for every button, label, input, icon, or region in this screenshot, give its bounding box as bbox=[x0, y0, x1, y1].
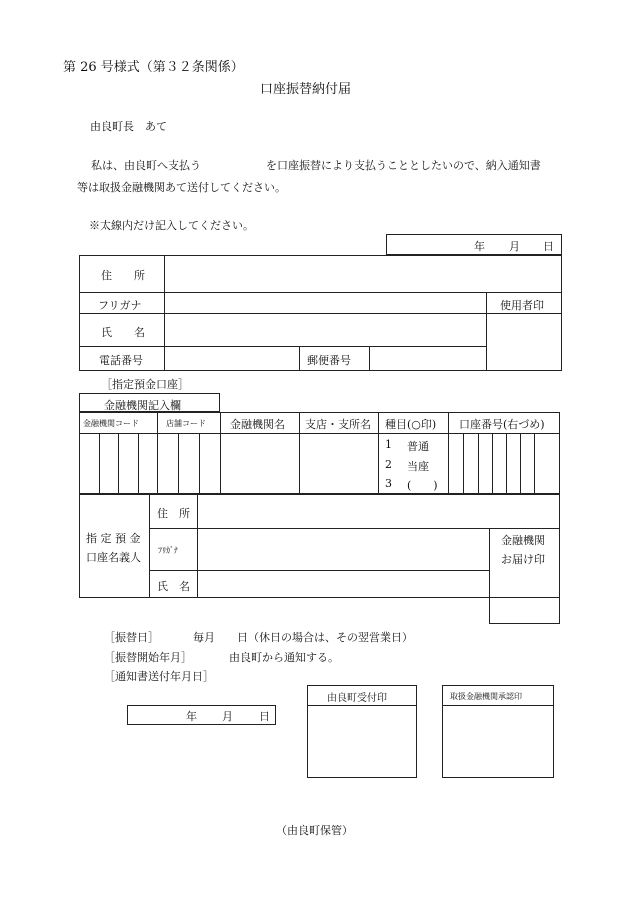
bank-seal-label-line2: お届け印 bbox=[501, 553, 545, 566]
note-text: ※太線内だけ記入してください。 bbox=[89, 219, 254, 232]
notice-date-day: 日 bbox=[259, 710, 270, 723]
receipt-seal-label: 由良町受付印 bbox=[327, 693, 387, 704]
bank-approval-label: 取扱金融機関承認印 bbox=[450, 692, 522, 701]
user-seal-field[interactable] bbox=[488, 315, 560, 370]
notice-date-box[interactable] bbox=[127, 705, 276, 725]
holder-label-line1: 指 定 預 金 bbox=[86, 532, 141, 545]
bank-seal-label-line1: 金融機関 bbox=[501, 534, 545, 547]
account-type-3-label[interactable]: ( ) bbox=[407, 479, 438, 492]
transfer-start-text: 由良町から通知する。 bbox=[229, 651, 339, 664]
postal-field[interactable] bbox=[371, 348, 485, 370]
account-type-1-num: 1 bbox=[385, 438, 392, 451]
bank-entry-label: 金融機関記入欄 bbox=[104, 399, 181, 412]
holder-furigana-label: ﾌﾘｶﾞﾅ bbox=[158, 546, 178, 555]
date-day-label: 日 bbox=[543, 240, 554, 253]
address-label: 住 所 bbox=[101, 269, 145, 282]
account-type-header: 種目(○印) bbox=[385, 418, 437, 431]
bank-name-header: 金融機関名 bbox=[230, 418, 285, 431]
holder-label-line2: 口座名義人 bbox=[86, 551, 141, 564]
holder-address-field[interactable] bbox=[199, 496, 558, 527]
bank-seal-field[interactable] bbox=[491, 572, 558, 622]
account-type-1-label[interactable]: 普通 bbox=[407, 440, 429, 453]
form-number: 第 26 号様式（第３２条関係） bbox=[63, 60, 244, 75]
transfer-day-text: 日（休日の場合は、その翌営業日） bbox=[237, 631, 413, 644]
account-type-3-num: 3 bbox=[385, 477, 392, 490]
body-text-line1-a: 私は、由良町へ支払う bbox=[91, 159, 201, 172]
account-number-header: 口座番号(右づめ) bbox=[459, 418, 545, 431]
branch-code-header: 店舗コード bbox=[166, 419, 206, 428]
account-type-2-num: 2 bbox=[385, 458, 392, 471]
date-year-label: 年 bbox=[474, 240, 485, 253]
notice-date-label: ［通知書送付年月日］ bbox=[104, 670, 214, 683]
phone-label: 電話番号 bbox=[99, 354, 143, 367]
date-month-label: 月 bbox=[509, 240, 520, 253]
holder-address-label: 住 所 bbox=[157, 507, 190, 520]
holder-name-field[interactable] bbox=[199, 572, 487, 597]
body-text-line2: 等は取扱金融機関あて送付してください。 bbox=[77, 181, 286, 194]
form-title: 口座振替納付届 bbox=[260, 82, 352, 97]
postal-label: 郵便番号 bbox=[307, 354, 351, 367]
footer-text: （由良町保管） bbox=[276, 824, 353, 837]
name-field[interactable] bbox=[166, 315, 484, 345]
name-label: 氏 名 bbox=[101, 326, 145, 339]
furigana-label: フリガナ bbox=[98, 299, 142, 312]
holder-name-label: 氏 名 bbox=[157, 580, 190, 593]
branch-name-header: 支店・支所名 bbox=[305, 418, 371, 431]
holder-furigana-field[interactable] bbox=[199, 530, 487, 569]
transfer-day-label: ［振替日］ bbox=[104, 631, 159, 644]
phone-field[interactable] bbox=[166, 348, 298, 370]
body-text-line1-b: を口座振替により支払うこととしたいので、納入通知書 bbox=[266, 159, 541, 172]
furigana-field[interactable] bbox=[166, 294, 484, 312]
addressee: 由良町長 あて bbox=[90, 120, 167, 133]
transfer-day-every: 毎月 bbox=[193, 631, 215, 644]
account-section-label: ［指定預金口座］ bbox=[101, 378, 189, 391]
bank-code-header: 金融機関コード bbox=[83, 419, 139, 428]
user-seal-label: 使用者印 bbox=[500, 299, 544, 312]
notice-date-year: 年 bbox=[186, 710, 197, 723]
transfer-start-label: ［振替開始年月］ bbox=[104, 651, 192, 664]
account-type-2-label[interactable]: 当座 bbox=[407, 460, 429, 473]
address-field[interactable] bbox=[166, 258, 484, 291]
notice-date-month: 月 bbox=[222, 710, 233, 723]
